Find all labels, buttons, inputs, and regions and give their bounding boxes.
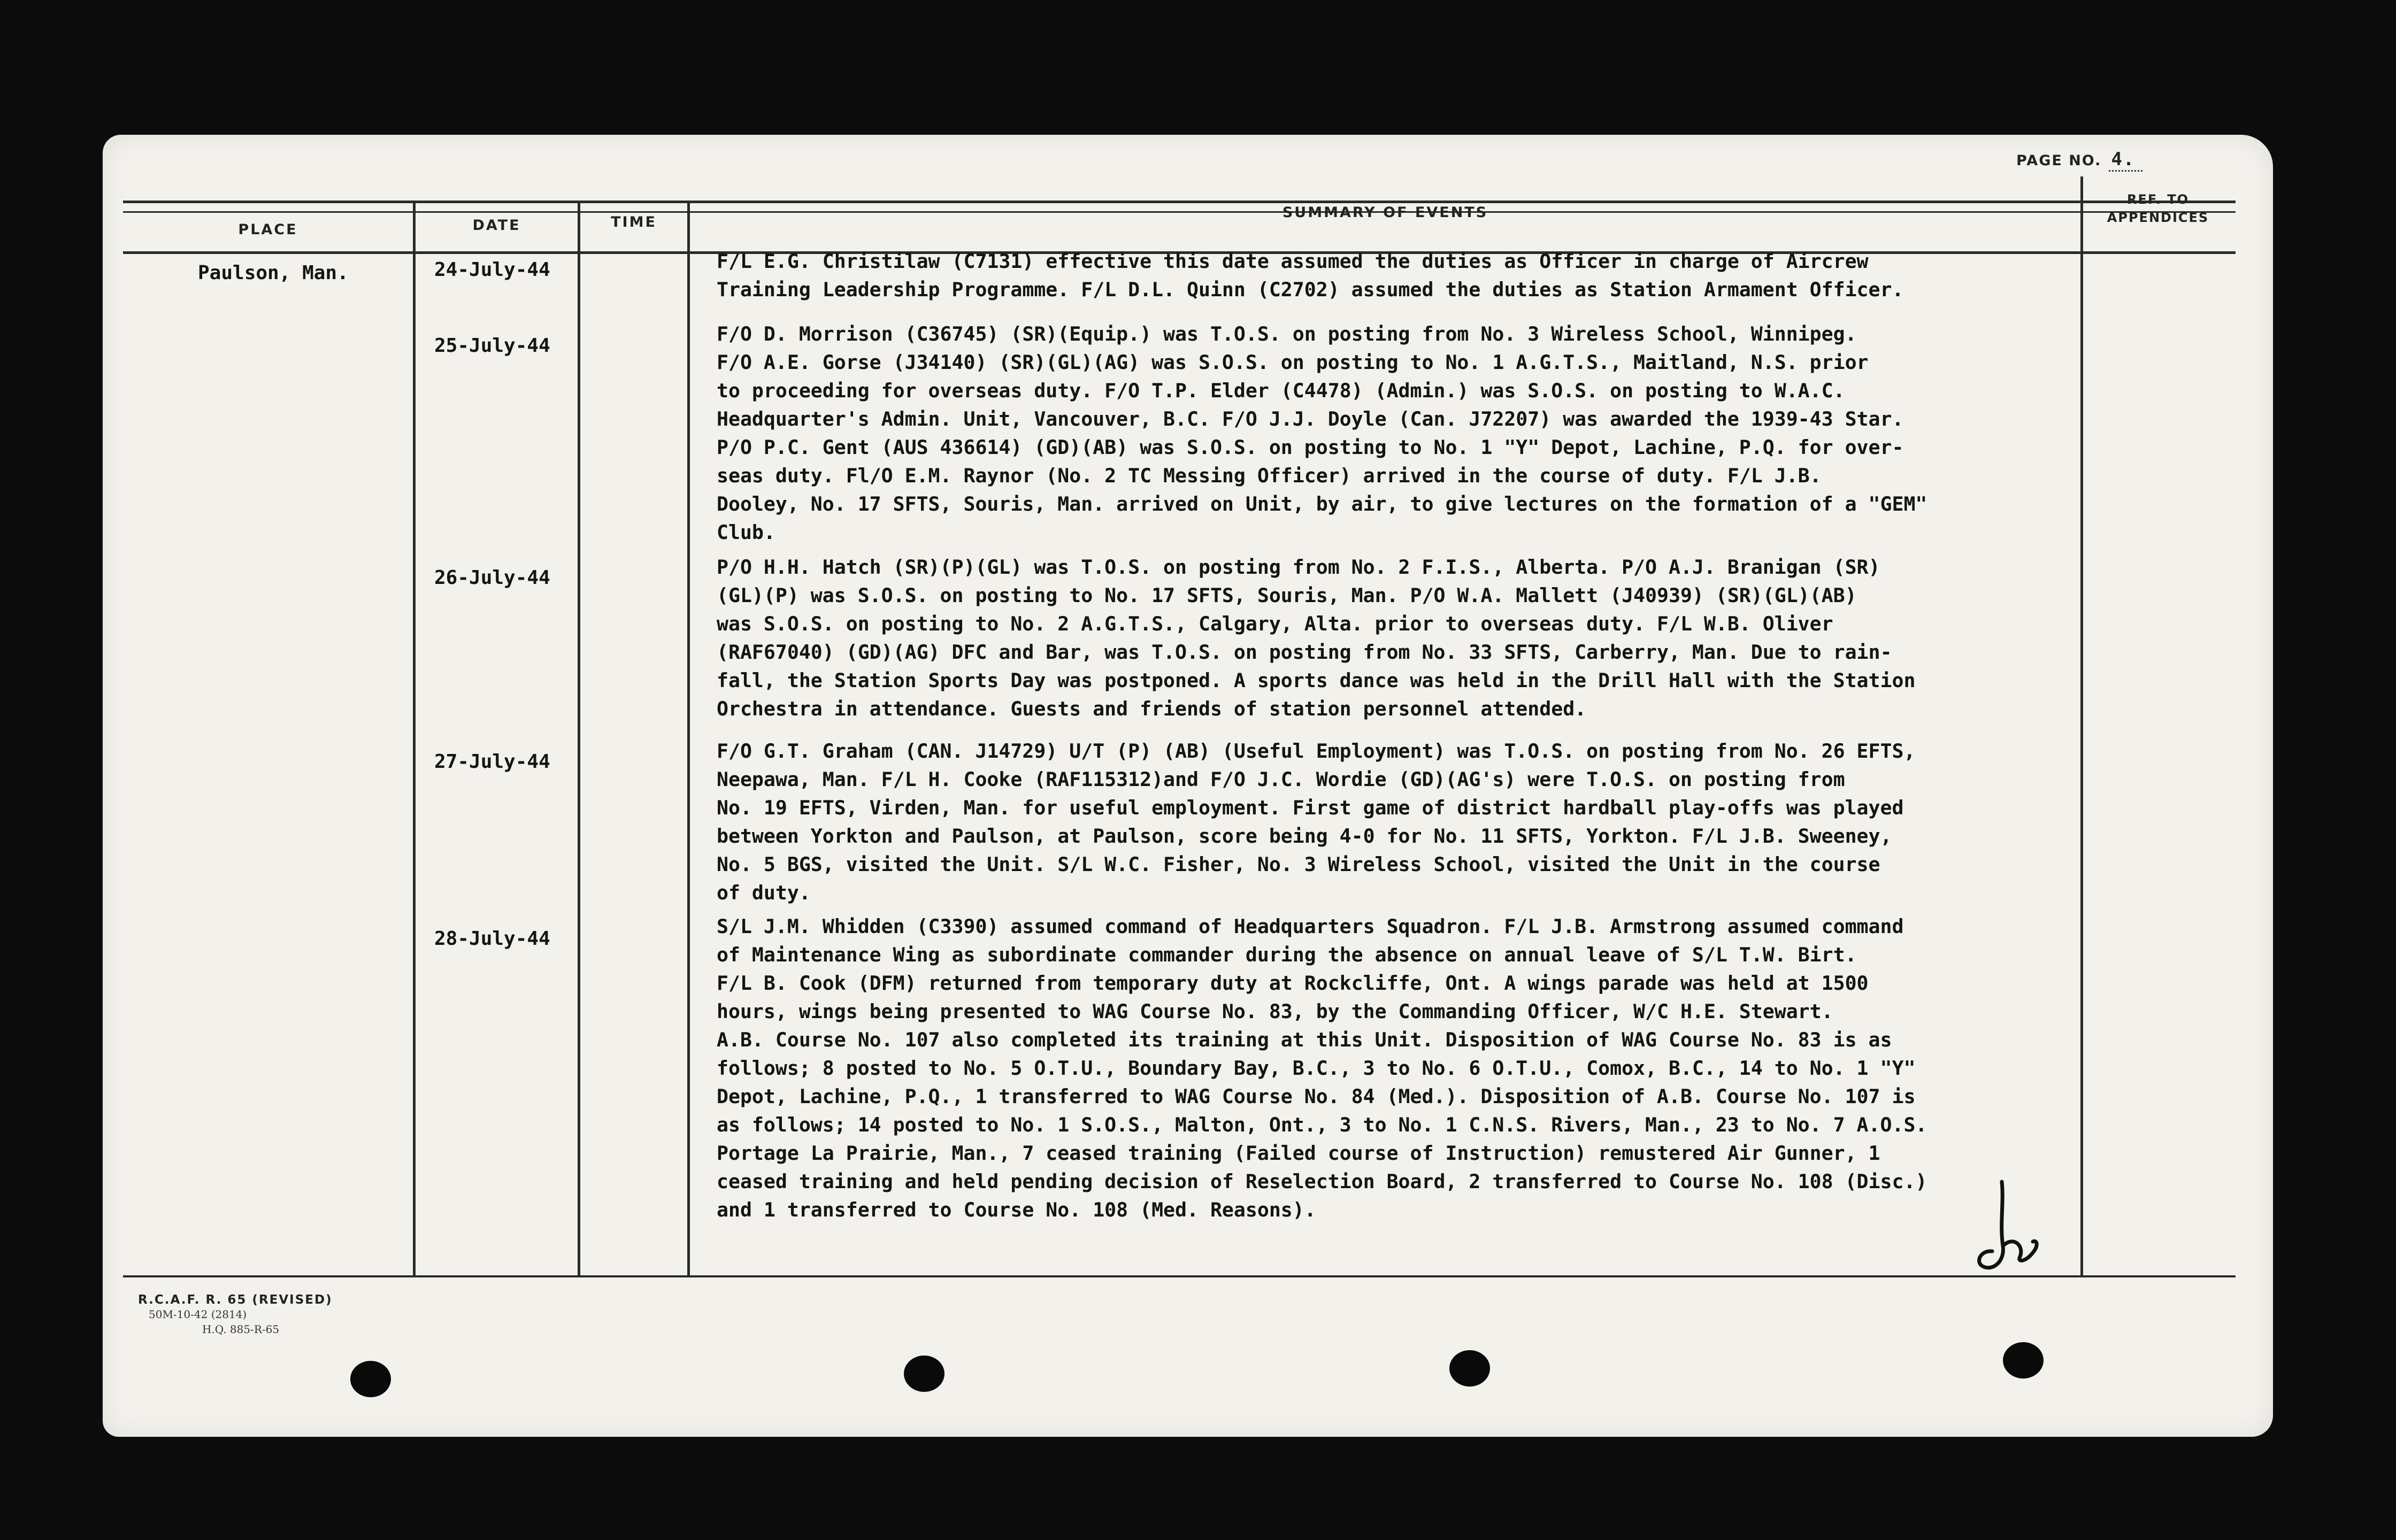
- col-divider-date-time: [578, 201, 580, 1275]
- entry-line: Depot, Lachine, P.Q., 1 transferred to WAG Course No. 84 (Med.). Disposition of A.B. Course No. 107 is: [717, 1085, 1916, 1108]
- bottom-rule: [123, 1275, 2236, 1277]
- entry-line: Orchestra in attendance. Guests and friends of station personnel attended.: [717, 697, 1587, 720]
- entry-line: Dooley, No. 17 SFTS, Souris, Man. arrived on Unit, by air, to give lectures on the formation of a "GEM": [717, 492, 1927, 515]
- entry-line: F/O G.T. Graham (CAN. J14729) U/T (P) (AB) (Useful Employment) was T.O.S. on posting from No. 26 EFTS,: [717, 740, 1916, 763]
- page-number-label: PAGE NO.: [2016, 152, 2102, 169]
- entry-line: F/L E.G. Christilaw (C7131) effective this date assumed the duties as Officer in charge of Aircrew: [717, 250, 1869, 273]
- punch-hole: [1449, 1350, 1490, 1387]
- entry-line: S/L J.M. Whidden (C3390) assumed command of Headquarters Squadron. F/L J.B. Armstrong assumed command: [717, 915, 1904, 938]
- col-header-ref: [2083, 190, 2233, 227]
- entry-line: to proceeding for overseas duty. F/O T.P. Elder (C4478) (Admin.) was S.O.S. on posting to W.A.C.: [717, 379, 1845, 402]
- punch-hole: [904, 1356, 944, 1392]
- entry-line: Portage La Prairie, Man., 7 ceased training (Failed course of Instruction) remustered Air Gunner, 1: [717, 1142, 1880, 1165]
- col-header-time: TIME: [611, 214, 657, 230]
- col-divider-time-summary: [687, 201, 690, 1275]
- entry-25-july: [717, 320, 2075, 546]
- form-identifier: [138, 1293, 333, 1337]
- entry-line: Training Leadership Programme. F/L D.L. Quinn (C2702) assumed the duties as Station Armament Officer.: [717, 278, 1904, 301]
- page-number-value: 4.: [2109, 149, 2142, 172]
- col-divider-place-date: [413, 201, 416, 1275]
- entry-line: of Maintenance Wing as subordinate commander during the absence on annual leave of S/L T.W. Birt.: [717, 943, 1857, 966]
- col-header-place: PLACE: [238, 221, 298, 238]
- entry-line: P/O H.H. Hatch (SR)(P)(GL) was T.O.S. on posting from No. 2 F.I.S., Alberta. P/O A.J. Branigan (SR): [717, 556, 1880, 579]
- entry-line: A.B. Course No. 107 also completed its training at this Unit. Disposition of WAG Course No. 83 is as: [717, 1028, 1892, 1051]
- entry-line: follows; 8 posted to No. 5 O.T.U., Boundary Bay, B.C., 3 to No. 6 O.T.U., Comox, B.C., 14 to No. 1 "Y": [717, 1057, 1916, 1080]
- col-divider-summary-ref: [2080, 176, 2083, 1275]
- entry-27-july: [717, 737, 2075, 907]
- entry-line: (GL)(P) was S.O.S. on posting to No. 17 SFTS, Souris, Man. P/O W.A. Mallett (J40939) (SR)(GL)(AB): [717, 584, 1857, 607]
- entry-line: F/O D. Morrison (C36745) (SR)(Equip.) was T.O.S. on posting from No. 3 Wireless School, Winnipeg.: [717, 322, 1857, 345]
- signature-initials: [1971, 1176, 2062, 1278]
- col-header-ref-line2: APPENDICES: [2107, 210, 2209, 225]
- col-header-summary: SUMMARY OF EVENTS: [1282, 204, 1488, 221]
- entry-line: Headquarter's Admin. Unit, Vancouver, B.C. F/O J.J. Doyle (Can. J72207) was awarded the 1939-43 Star.: [717, 407, 1904, 430]
- entry-line: fall, the Station Sports Day was postponed. A sports dance was held in the Drill Hall with the Station: [717, 669, 1916, 692]
- entry-26-july: [717, 553, 2075, 723]
- form-id-line1: R.C.A.F. R. 65 (REVISED): [138, 1293, 333, 1307]
- entry-line: F/L B. Cook (DFM) returned from temporary duty at Rockcliffe, Ont. A wings parade was held at 1500: [717, 972, 1869, 995]
- date-cell: 26-July-44: [434, 567, 550, 589]
- entry-line: ceased training and held pending decision of Reselection Board, 2 transferred to Course No. 108 (Disc.): [717, 1170, 1927, 1193]
- entry-line: hours, wings being presented to WAG Course No. 83, by the Commanding Officer, W/C H.E. Stewart.: [717, 1000, 1833, 1023]
- entry-line: No. 5 BGS, visited the Unit. S/L W.C. Fisher, No. 3 Wireless School, visited the Unit in the course: [717, 853, 1880, 876]
- form-id-line2: 50M-10-42 (2814): [149, 1308, 247, 1321]
- entry-line: F/O A.E. Gorse (J34140) (SR)(GL)(AG) was S.O.S. on posting to No. 1 A.G.T.S., Maitland, N.S. prior: [717, 351, 1869, 374]
- entry-line: No. 19 EFTS, Virden, Man. for useful employment. First game of district hardball play-offs was played: [717, 796, 1904, 819]
- entry-line: between Yorkton and Paulson, at Paulson, score being 4-0 for No. 11 SFTS, Yorkton. F/L J.B. Sweeney,: [717, 825, 1892, 848]
- col-header-ref-line1: REF. TO: [2127, 192, 2189, 207]
- page-number: [2016, 149, 2142, 170]
- entry-line: and 1 transferred to Course No. 108 (Med. Reasons).: [717, 1198, 1316, 1221]
- date-cell: 28-July-44: [434, 928, 550, 950]
- entry-line: seas duty. Fl/O E.M. Raynor (No. 2 TC Messing Officer) arrived in the course of duty. F/L J.B.: [717, 464, 1822, 487]
- date-cell: 27-July-44: [434, 751, 550, 773]
- entry-line: was S.O.S. on posting to No. 2 A.G.T.S., Calgary, Alta. prior to overseas duty. F/L W.B. Oliver: [717, 612, 1833, 635]
- top-rule: [123, 201, 2236, 203]
- col-header-date: DATE: [472, 217, 521, 234]
- form-id-line3: H.Q. 885-R-65: [202, 1323, 280, 1336]
- punch-hole: [350, 1361, 391, 1397]
- place-cell: Paulson, Man.: [198, 262, 349, 284]
- entry-line: of duty.: [717, 881, 811, 904]
- entry-line: as follows; 14 posted to No. 1 S.O.S., Malton, Ont., 3 to No. 1 C.N.S. Rivers, Man., 23 to No. 7 A.O.S.: [717, 1113, 1927, 1136]
- entry-28-july: [717, 912, 2075, 1224]
- entry-line: (RAF67040) (GD)(AG) DFC and Bar, was T.O.S. on posting from No. 33 SFTS, Carberry, Man. Due to rain-: [717, 641, 1892, 664]
- entry-line: Club.: [717, 521, 775, 544]
- date-cell: 24-July-44: [434, 259, 550, 281]
- punch-hole: [2003, 1342, 2044, 1379]
- entry-line: P/O P.C. Gent (AUS 436614) (GD)(AB) was S.O.S. on posting to No. 1 "Y" Depot, Lachine, P.Q. for over-: [717, 436, 1904, 459]
- entry-24-july: [717, 247, 2075, 304]
- entry-line: Neepawa, Man. F/L H. Cooke (RAF115312)and F/O J.C. Wordie (GD)(AG's) were T.O.S. on posting from: [717, 768, 1845, 791]
- date-cell: 25-July-44: [434, 335, 550, 357]
